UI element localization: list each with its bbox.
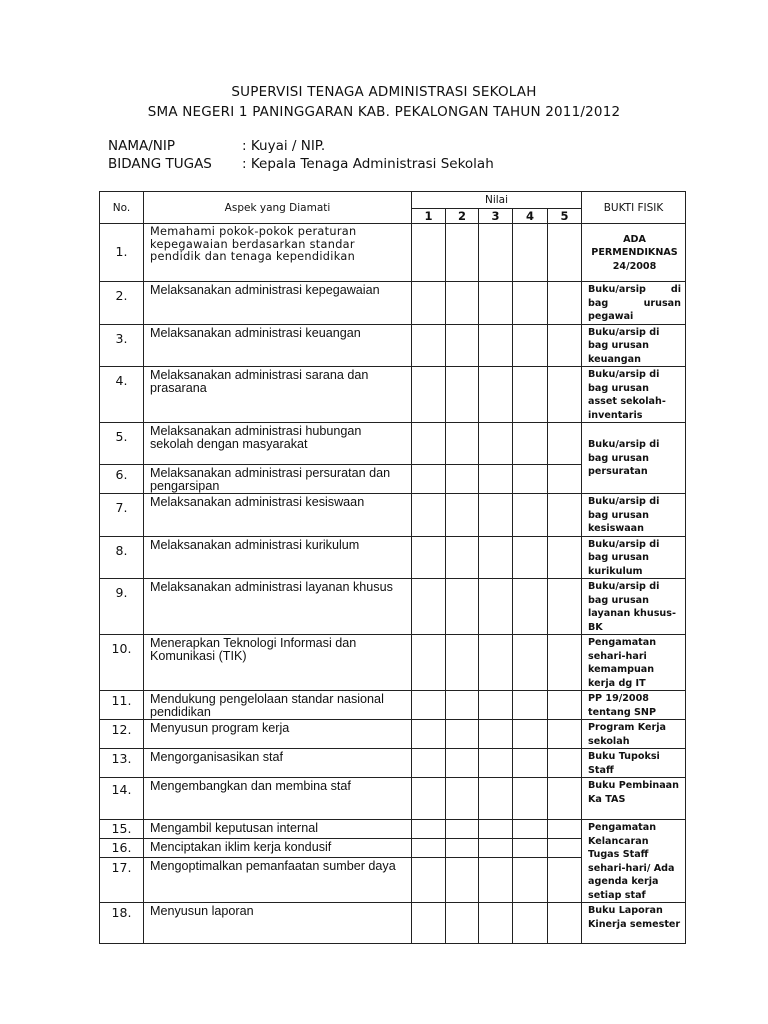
row-bukti: Buku/arsip di bag urusan kurikulum xyxy=(582,536,686,579)
score-cell[interactable] xyxy=(513,857,548,902)
row-number: 4. xyxy=(100,367,144,423)
row-bukti: Buku Laporan Kinerja semester xyxy=(582,903,686,944)
row-aspek: Mengorganisasikan staf xyxy=(144,749,412,778)
score-cell[interactable] xyxy=(513,494,548,537)
row-aspek: Memahami pokok-pokok peraturan kepegawaian berdasarkan standar pendidik dan tenaga kependidikan xyxy=(144,224,412,282)
row-bukti: Buku/arsip di bag urusan kesiswaan xyxy=(582,494,686,537)
score-cell[interactable] xyxy=(446,857,479,902)
row-bukti: Buku/arsip di bag urusan layanan khusus-BK xyxy=(582,579,686,635)
score-cell[interactable] xyxy=(412,579,446,635)
nama-nip-value: : Kuyai / NIP. xyxy=(242,138,326,154)
nama-nip-label: NAMA/NIP xyxy=(108,138,175,154)
score-cell[interactable] xyxy=(479,635,513,691)
row-number: 17. xyxy=(100,857,144,902)
score-cell[interactable] xyxy=(513,720,548,749)
row-bukti: Pengamatan sehari-hari kemampuan kerja dg IT xyxy=(582,635,686,691)
row-aspek: Menyusun program kerja xyxy=(144,720,412,749)
row-number: 18. xyxy=(100,903,144,944)
score-cell[interactable] xyxy=(412,720,446,749)
table-row xyxy=(100,720,686,749)
score-cell[interactable] xyxy=(412,494,446,537)
bidang-tugas-label: BIDANG TUGAS xyxy=(108,156,212,172)
score-cell[interactable] xyxy=(513,820,548,839)
score-cell[interactable] xyxy=(412,691,446,720)
nama-nip-row xyxy=(108,138,325,154)
row-number: 7. xyxy=(100,494,144,537)
score-cell[interactable] xyxy=(479,579,513,635)
row-aspek: Melaksanakan administrasi kepegawaian xyxy=(144,282,412,325)
score-cell[interactable] xyxy=(446,903,479,944)
row-number: 11. xyxy=(100,691,144,720)
table-row xyxy=(100,324,686,367)
document-title-line2: SMA NEGERI 1 PANINGGARAN KAB. PEKALONGAN TAHUN 2011/2012 xyxy=(147,104,621,120)
score-cell[interactable] xyxy=(479,224,513,282)
score-cell[interactable] xyxy=(446,720,479,749)
score-cell[interactable] xyxy=(548,778,582,820)
score-cell[interactable] xyxy=(513,367,548,423)
score-cell[interactable] xyxy=(412,903,446,944)
table-row xyxy=(100,367,686,423)
header-nilai: Nilai xyxy=(412,192,582,209)
row-bukti: Buku/arsip di bag urusan keuangan xyxy=(582,324,686,367)
score-cell[interactable] xyxy=(479,778,513,820)
score-cell[interactable] xyxy=(513,536,548,579)
score-cell[interactable] xyxy=(412,423,446,465)
row-number: 12. xyxy=(100,720,144,749)
table-row xyxy=(100,778,686,820)
score-cell[interactable] xyxy=(479,367,513,423)
score-cell[interactable] xyxy=(513,691,548,720)
score-cell[interactable] xyxy=(513,749,548,778)
score-cell[interactable] xyxy=(548,839,582,857)
score-cell[interactable] xyxy=(446,282,479,325)
table-row xyxy=(100,635,686,691)
score-cell[interactable] xyxy=(479,749,513,778)
table-row xyxy=(100,903,686,944)
score-cell[interactable] xyxy=(446,820,479,839)
header-aspek: Aspek yang Diamati xyxy=(144,192,412,224)
row-aspek: Melaksanakan administrasi kesiswaan xyxy=(144,494,412,537)
score-cell[interactable] xyxy=(412,282,446,325)
row-aspek: Menerapkan Teknologi Informasi dan Komunikasi (TIK) xyxy=(144,635,412,691)
score-cell[interactable] xyxy=(548,635,582,691)
score-cell[interactable] xyxy=(412,635,446,691)
score-cell[interactable] xyxy=(548,224,582,282)
score-cell[interactable] xyxy=(412,224,446,282)
score-header-5: 5 xyxy=(548,209,582,224)
bidang-tugas-value: : Kepala Tenaga Administrasi Sekolah xyxy=(242,156,494,172)
row-number: 2. xyxy=(100,282,144,325)
score-cell[interactable] xyxy=(479,820,513,839)
score-cell[interactable] xyxy=(513,224,548,282)
score-cell[interactable] xyxy=(446,423,479,465)
row-bukti: Program Kerja sekolah xyxy=(582,720,686,749)
score-cell[interactable] xyxy=(548,720,582,749)
table-row xyxy=(100,494,686,537)
row-number: 9. xyxy=(100,579,144,635)
bidang-tugas-row xyxy=(108,156,494,172)
score-header-4: 4 xyxy=(513,209,548,224)
supervision-table xyxy=(99,191,686,944)
score-cell[interactable] xyxy=(513,778,548,820)
score-cell[interactable] xyxy=(479,857,513,902)
score-cell[interactable] xyxy=(446,367,479,423)
score-cell[interactable] xyxy=(412,536,446,579)
table-row xyxy=(100,820,686,839)
row-aspek: Melaksanakan administrasi hubungan sekolah dengan masyarakat xyxy=(144,423,412,465)
score-cell[interactable] xyxy=(513,839,548,857)
score-cell[interactable] xyxy=(513,423,548,465)
score-cell[interactable] xyxy=(513,579,548,635)
row-number: 5. xyxy=(100,423,144,465)
score-cell[interactable] xyxy=(513,635,548,691)
table-row xyxy=(100,749,686,778)
score-cell[interactable] xyxy=(446,691,479,720)
row-bukti: ADA PERMENDIKNAS 24/2008 xyxy=(582,224,686,282)
score-cell[interactable] xyxy=(412,749,446,778)
score-cell[interactable] xyxy=(548,494,582,537)
score-cell[interactable] xyxy=(548,367,582,423)
row-number: 6. xyxy=(100,465,144,494)
row-aspek: Menyusun laporan xyxy=(144,903,412,944)
row-aspek: Mengambil keputusan internal xyxy=(144,820,412,839)
header-no: No. xyxy=(100,192,144,224)
score-cell[interactable] xyxy=(479,691,513,720)
score-cell[interactable] xyxy=(513,465,548,494)
table-row xyxy=(100,423,686,465)
row-bukti: Buku Pembinaan Ka TAS xyxy=(582,778,686,820)
score-cell[interactable] xyxy=(548,324,582,367)
score-cell[interactable] xyxy=(412,324,446,367)
row-aspek: Mengoptimalkan pemanfaatan sumber daya xyxy=(144,857,412,902)
row-number: 15. xyxy=(100,820,144,839)
row-number: 13. xyxy=(100,749,144,778)
row-bukti: Buku/arsip di bag urusan pegawai xyxy=(582,282,686,325)
table-row xyxy=(100,579,686,635)
score-cell[interactable] xyxy=(446,465,479,494)
score-cell[interactable] xyxy=(548,465,582,494)
score-cell[interactable] xyxy=(446,749,479,778)
score-cell[interactable] xyxy=(412,820,446,839)
row-number: 16. xyxy=(100,839,144,857)
row-bukti: PP 19/2008 tentang SNP xyxy=(582,691,686,720)
score-cell[interactable] xyxy=(446,324,479,367)
score-cell[interactable] xyxy=(513,324,548,367)
score-cell[interactable] xyxy=(446,494,479,537)
row-aspek: Melaksanakan administrasi persuratan dan pengarsipan xyxy=(144,465,412,494)
score-cell[interactable] xyxy=(479,324,513,367)
row-bukti: Pengamatan Kelancaran Tugas Staff sehari-hari/ Ada agenda kerja setiap staf xyxy=(582,820,686,903)
score-cell[interactable] xyxy=(548,691,582,720)
score-cell[interactable] xyxy=(548,749,582,778)
row-aspek: Melaksanakan administrasi sarana dan prasarana xyxy=(144,367,412,423)
score-cell[interactable] xyxy=(479,903,513,944)
score-cell[interactable] xyxy=(446,778,479,820)
score-header-2: 2 xyxy=(446,209,479,224)
row-bukti: Buku Tupoksi Staff xyxy=(582,749,686,778)
score-cell[interactable] xyxy=(412,857,446,902)
row-number: 1. xyxy=(100,224,144,282)
score-cell[interactable] xyxy=(548,423,582,465)
score-cell[interactable] xyxy=(446,839,479,857)
score-cell[interactable] xyxy=(548,579,582,635)
score-cell[interactable] xyxy=(548,903,582,944)
row-aspek: Melaksanakan administrasi keuangan xyxy=(144,324,412,367)
score-cell[interactable] xyxy=(446,579,479,635)
table-row xyxy=(100,691,686,720)
score-cell[interactable] xyxy=(412,465,446,494)
score-cell[interactable] xyxy=(479,536,513,579)
header-bukti-fisik: BUKTI FISIK xyxy=(582,192,686,224)
row-number: 10. xyxy=(100,635,144,691)
score-header-3: 3 xyxy=(479,209,513,224)
score-cell[interactable] xyxy=(548,536,582,579)
score-cell[interactable] xyxy=(412,839,446,857)
table-row xyxy=(100,536,686,579)
score-cell[interactable] xyxy=(513,282,548,325)
score-header-1: 1 xyxy=(412,209,446,224)
table-row xyxy=(100,282,686,325)
score-cell[interactable] xyxy=(548,820,582,839)
row-bukti: Buku/arsip di bag urusan asset sekolah-inventaris xyxy=(582,367,686,423)
score-cell[interactable] xyxy=(479,494,513,537)
score-cell[interactable] xyxy=(479,282,513,325)
row-aspek: Menciptakan iklim kerja kondusif xyxy=(144,839,412,857)
score-cell[interactable] xyxy=(548,857,582,902)
score-cell[interactable] xyxy=(446,224,479,282)
row-number: 3. xyxy=(100,324,144,367)
row-number: 8. xyxy=(100,536,144,579)
score-cell[interactable] xyxy=(479,720,513,749)
score-cell[interactable] xyxy=(513,903,548,944)
score-cell[interactable] xyxy=(479,423,513,465)
document-title-line1: SUPERVISI TENAGA ADMINISTRASI SEKOLAH xyxy=(231,84,537,100)
score-cell[interactable] xyxy=(446,536,479,579)
score-cell[interactable] xyxy=(479,839,513,857)
score-cell[interactable] xyxy=(412,778,446,820)
row-number: 14. xyxy=(100,778,144,820)
row-aspek: Melaksanakan administrasi kurikulum xyxy=(144,536,412,579)
row-aspek: Mengembangkan dan membina staf xyxy=(144,778,412,820)
row-aspek: Mendukung pengelolaan standar nasional pendidikan xyxy=(144,691,412,720)
table-row xyxy=(100,224,686,282)
score-cell[interactable] xyxy=(412,367,446,423)
row-aspek: Melaksanakan administrasi layanan khusus xyxy=(144,579,412,635)
score-cell[interactable] xyxy=(479,465,513,494)
score-cell[interactable] xyxy=(548,282,582,325)
score-cell[interactable] xyxy=(446,635,479,691)
row-bukti: Buku/arsip di bag urusan persuratan xyxy=(582,423,686,494)
